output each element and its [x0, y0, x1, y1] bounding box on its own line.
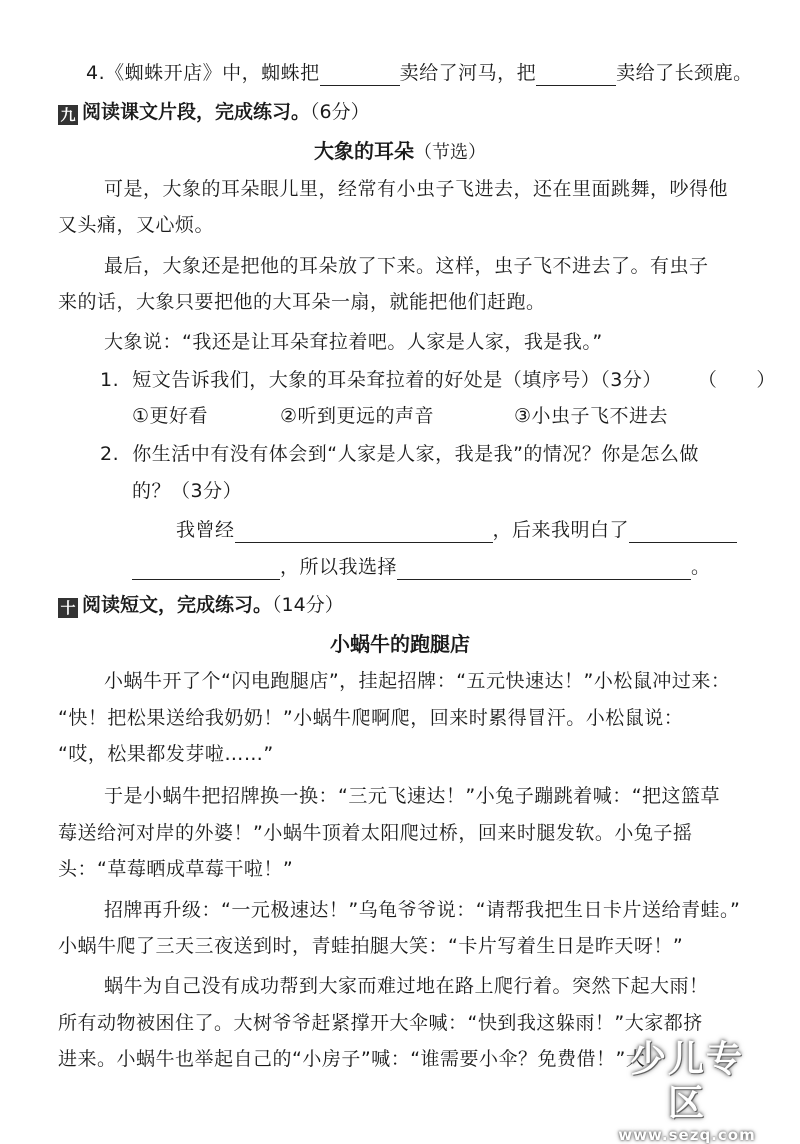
q2-blank-2[interactable]: [629, 522, 737, 543]
p9-para3: 大象说：“我还是让耳朵耷拉着吧。人家是人家，我是我。”: [104, 331, 603, 353]
q2-fill-line1: [176, 517, 737, 543]
p10-para4-line3: 进来。小蜗牛也举起自己的“小房子”喊：“谁需要小伞？免费借！”大: [58, 1048, 646, 1070]
p9-para1-line1: 可是，大象的耳朵眼儿里，经常有小虫子飞进去，还在里面跳舞，吵得他: [104, 178, 729, 200]
section10-title: 阅读短文，完成练习。: [82, 594, 273, 616]
q4-text-a: 4.《蜘蛛开店》中，蜘蛛把: [86, 62, 320, 84]
section9-badge: 九: [58, 105, 78, 125]
q4-line: [86, 60, 753, 86]
p10-para4-line2: 所有动物被困住了。大树爷爷赶紧撑开大伞喊：“快到我这躲雨！”大家都挤: [58, 1012, 703, 1034]
q2-blank-4[interactable]: [397, 559, 691, 580]
q4-text-b: 卖给了河马，把: [399, 62, 537, 84]
q4-text-c: 卖给了长颈鹿。: [616, 62, 753, 84]
q1-text: 短文告诉我们，大象的耳朵耷拉着的好处是（填序号）（3分）: [132, 369, 662, 391]
q2-fill-line2: [132, 554, 711, 580]
p9-para2-line2: 来的话，大象只要把他的大耳朵一扇，就能把他们赶跑。: [58, 291, 546, 313]
q2-blank-3[interactable]: [132, 559, 280, 580]
q1-answer-paren[interactable]: （ ）: [697, 369, 776, 391]
watermark: [612, 1038, 762, 1144]
q2-fill-label-c: ，所以我选择: [280, 556, 398, 578]
q1-number: 1.: [100, 369, 120, 391]
p10-para2-line2: 莓送给河对岸的外婆！”小蜗牛顶着太阳爬过桥，回来时腿发软。小兔子摇: [58, 822, 693, 844]
q1-option-1: ①更好看: [132, 405, 209, 427]
q2-line2: 的？（3分）: [132, 480, 243, 502]
section9-score: （6分）: [310, 101, 370, 123]
watermark-logo: 少儿专区: [629, 1039, 744, 1124]
q4-blank-1[interactable]: [320, 65, 400, 86]
q2-fill-end: 。: [691, 556, 711, 578]
passage9-title-main: 大象的耳朵: [314, 139, 414, 163]
p10-para2-line3: 头：“草莓晒成草莓干啦！”: [58, 858, 294, 880]
q2-fill-label-a: 我曾经: [176, 519, 235, 541]
passage10-title: 小蜗牛的跑腿店: [330, 632, 470, 656]
p10-para3-line2: 小蜗牛爬了三天三夜送到时，青蛙拍腿大笑：“卡片写着生日是昨天呀！”: [58, 935, 684, 957]
p10-para1-line1: 小蜗牛开了个“闪电跑腿店”，挂起招牌：“五元快速达！”小松鼠冲过来：: [104, 670, 731, 692]
section10-score: （14分）: [272, 594, 344, 616]
watermark-url: www.sezq.com: [618, 1126, 756, 1144]
q2-number: 2.: [100, 443, 120, 465]
p10-para4-line1: 蜗牛为自己没有成功帮到大家而难过地在路上爬行着。突然下起大雨！: [104, 975, 709, 997]
section9-title: 阅读课文片段，完成练习。: [82, 101, 311, 123]
q2-blank-1[interactable]: [235, 522, 493, 543]
passage9-title: [0, 138, 800, 166]
q2-text: 你生活中有没有体会到“人家是人家，我是我”的情况？你是怎么做: [132, 443, 699, 465]
q1-line: [100, 367, 776, 393]
p9-para1-line2: 又头痛，又心烦。: [58, 214, 215, 236]
q4-blank-2[interactable]: [536, 65, 616, 86]
q1-option-3: ③小虫子飞不进去: [514, 405, 669, 427]
p10-para3-line1: 招牌再升级：“一元极速达！”乌龟爷爷说：“请帮我把生日卡片送给青蛙。”: [104, 899, 741, 921]
p9-para2-line1: 最后，大象还是把他的耳朵放了下来。这样，虫子飞不进去了。有虫子: [104, 255, 709, 277]
passage9-title-sub: （节选）: [414, 142, 486, 163]
section9-header: [58, 99, 370, 125]
q2-line1: [100, 441, 699, 467]
p10-para1-line3: “哎，松果都发芽啦……”: [58, 743, 274, 765]
section10-header: [58, 592, 344, 618]
p10-para2-line1: 于是小蜗牛把招牌换一换：“三元飞速达！”小兔子蹦跳着喊：“把这篮草: [104, 785, 721, 807]
section10-badge: 十: [58, 598, 78, 618]
p10-para1-line2: “快！把松果送给我奶奶！”小蜗牛爬啊爬，回来时累得冒汗。小松鼠说：: [58, 707, 684, 729]
q2-fill-label-b: ，后来我明白了: [492, 519, 630, 541]
q1-option-2: ②听到更远的声音: [280, 405, 435, 427]
